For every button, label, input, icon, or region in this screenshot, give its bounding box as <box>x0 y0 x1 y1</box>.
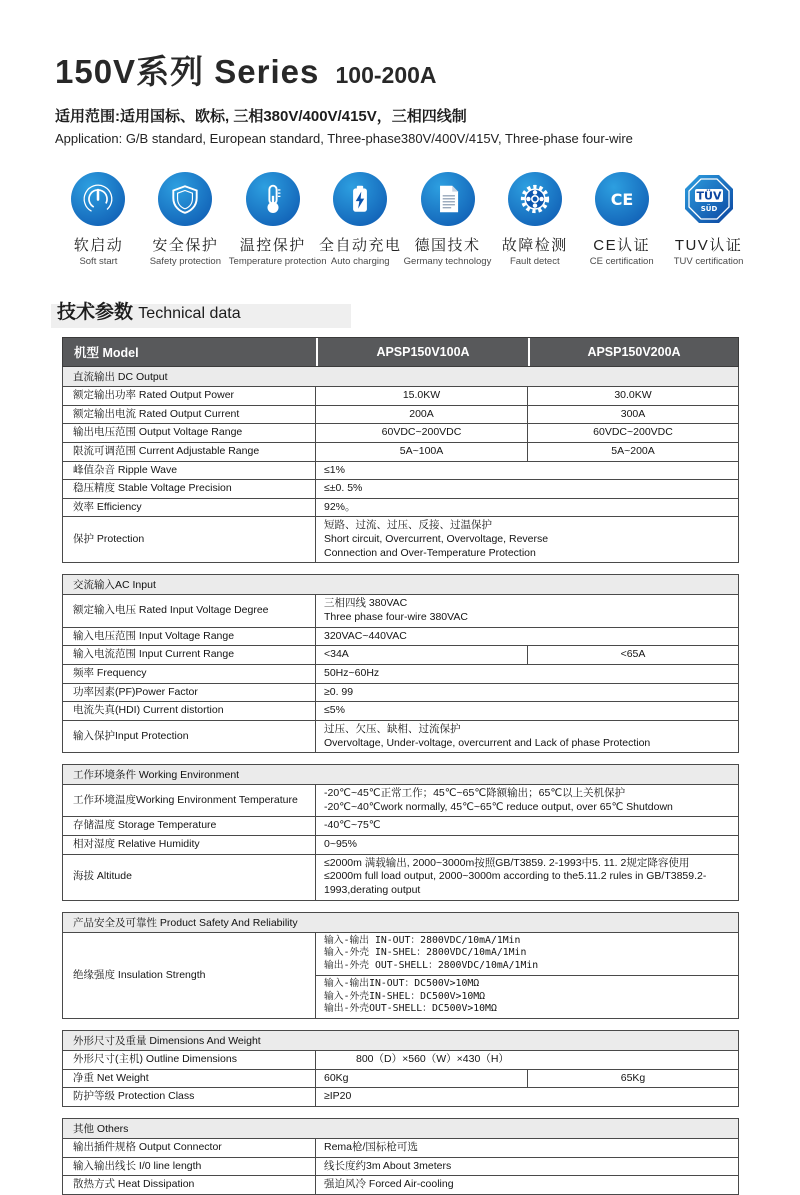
spec-value: 200A <box>315 406 527 424</box>
spec-row <box>63 702 738 721</box>
spec-value: 800（D）×560（W）×430（H） <box>315 1051 738 1069</box>
spec-value: 线长度约3m About 3meters <box>315 1158 738 1176</box>
spec-block <box>62 574 739 753</box>
spec-row <box>63 855 738 900</box>
spec-row <box>63 721 738 752</box>
spec-block <box>62 1030 739 1107</box>
spec-label: 保护 Protection <box>73 533 145 546</box>
spec-value: -40℃~75℃ <box>315 817 738 835</box>
document-icon <box>421 172 475 226</box>
model-column-header-1: APSP150V100A <box>316 338 528 366</box>
feature-label-zh: TUV认证 <box>674 237 743 254</box>
application-subtitle-en: Application: G/B standard, European standard, Three-phase380V/400V/415V, Three-phase four-wire <box>55 131 633 146</box>
feature-document <box>404 172 492 267</box>
spec-label: 海拔 Altitude <box>73 870 132 883</box>
spec-label: 输入电压范围 Input Voltage Range <box>73 629 235 642</box>
spec-value: ≥IP20 <box>315 1088 738 1106</box>
feature-label-zh: 全自动充电 <box>318 237 402 254</box>
spec-value: 65Kg <box>527 1070 738 1088</box>
page-title-main: 150V系列 Series <box>55 53 320 90</box>
spec-blocks <box>62 367 739 1195</box>
spec-label: 输出电压范围 Output Voltage Range <box>73 426 243 439</box>
spec-label: 输出插件规格 Output Connector <box>73 1140 222 1153</box>
spec-value: 短路、过流、过压、反接、过温保护 Short circuit, Overcurrent, Overvoltage, Reverse Connection and Over-Temperature Protection <box>315 517 738 562</box>
page-title <box>55 46 752 93</box>
feature-tuv-badge <box>665 172 752 267</box>
spec-row <box>63 1070 738 1089</box>
section-header-row: 交流输入AC Input <box>63 575 738 595</box>
spec-label: 防护等级 Protection Class <box>73 1090 195 1103</box>
spec-value: 92%。 <box>315 499 738 517</box>
spec-label: 稳压精度 Stable Voltage Precision <box>73 482 232 495</box>
spec-label: 存储温度 Storage Temperature <box>73 819 217 832</box>
spec-label: 限流可调范围 Current Adjustable Range <box>73 444 260 457</box>
spec-label: 相对湿度 Relative Humidity <box>73 838 200 851</box>
spec-label: 工作环境温度Working Environment Temperature <box>73 793 298 806</box>
spec-value: ≤2000m 满载输出, 2000~3000m按照GB/T3859. 2-1993中5. 11. 2规定降容使用 ≤2000m full load output, 2000~3000m according to the5.11.2 rules in GB/T3859.2- 1993,derating output <box>315 855 738 900</box>
spec-value: 三相四线 380VAC Three phase four-wire 380VAC <box>315 595 738 626</box>
spec-label: 电流失真(HDI) Current distortion <box>73 704 224 717</box>
spec-value: 60Kg <box>315 1070 527 1088</box>
spec-row <box>63 387 738 406</box>
model-header-label: 机型 Model <box>74 346 139 360</box>
section-header-row: 外形尺寸及重量 Dimensions And Weight <box>63 1031 738 1051</box>
spec-label: 峰值杂音 Ripple Wave <box>73 463 178 476</box>
spec-value: 0~95% <box>315 836 738 854</box>
spec-row <box>63 462 738 481</box>
section-header-row: 其他 Others <box>63 1119 738 1139</box>
thermometer-icon <box>246 172 300 226</box>
spec-value: 60VDC~200VDC <box>527 424 738 442</box>
shield-icon <box>158 172 212 226</box>
spec-value: 15.0KW <box>315 387 527 405</box>
feature-label-zh: 软启动 <box>73 237 124 254</box>
feature-label-en: Germany technology <box>403 256 492 267</box>
feature-ce-mark <box>578 172 665 267</box>
spec-row <box>63 480 738 499</box>
technical-data-heading-zh: 技术参数 <box>57 302 134 323</box>
feature-power <box>55 172 142 267</box>
spec-value: 5A~200A <box>527 443 738 461</box>
spec-value: ≥0. 99 <box>315 684 738 702</box>
gear-icon <box>508 172 562 226</box>
feature-gear <box>491 172 578 267</box>
spec-label: 效率 Efficiency <box>73 500 142 513</box>
section-header-row: 工作环境条件 Working Environment <box>63 765 738 785</box>
spec-row <box>63 646 738 665</box>
spec-label: 输入输出线长 I/0 line length <box>73 1159 202 1172</box>
spec-label: 额定输出电流 Rated Output Current <box>73 407 240 420</box>
spec-label: 净重 Net Weight <box>73 1071 149 1084</box>
feature-label-zh: 故障检测 <box>501 237 568 254</box>
feature-label-en: CE certification <box>589 256 654 267</box>
section-header-row: 直流输出 DC Output <box>63 367 738 387</box>
spec-row <box>63 406 738 425</box>
spec-row <box>63 785 738 817</box>
spec-value: -20℃~45℃正常工作；45℃~65℃降额输出；65℃以上关机保护 -20℃~40℃work normally, 45℃~65℃ reduce output, over 65℃ Shutdown <box>315 785 738 816</box>
section-header-row: 产品安全及可靠性 Product Safety And Reliability <box>63 913 738 933</box>
spec-row <box>63 443 738 462</box>
spec-row <box>63 1088 738 1106</box>
spec-value: 强迫风冷 Forced Air-cooling <box>315 1176 738 1194</box>
feature-label-en: Auto charging <box>330 256 390 267</box>
spec-table <box>62 337 739 1195</box>
feature-label-zh: CE认证 <box>593 237 651 254</box>
spec-label: 频率 Frequency <box>73 666 147 679</box>
feature-label-en: Temperature protection <box>228 256 327 267</box>
spec-label: 额定输入电压 Rated Input Voltage Degree <box>73 604 269 617</box>
spec-label: 额定输出功率 Rated Output Power <box>73 389 235 401</box>
spec-value-group: 输入-输出IN-OUT：DC500V>10MΩ 输入-外壳IN-SHEL：DC500V>10MΩ 输出-外壳OUT-SHELL：DC500V>10MΩ <box>316 975 738 1018</box>
spec-row <box>63 595 738 627</box>
spec-value: Rema枪/国标枪可选 <box>315 1139 738 1157</box>
spec-row <box>63 1139 738 1158</box>
spec-row <box>63 665 738 684</box>
feature-label-en: Safety protection <box>149 256 221 267</box>
feature-label-zh: 德国技术 <box>414 237 481 254</box>
spec-value: 50Hz~60Hz <box>315 665 738 683</box>
technical-data-heading <box>57 297 752 324</box>
feature-label-en: Soft start <box>79 256 118 267</box>
technical-data-heading-en: Technical data <box>138 305 241 322</box>
spec-row <box>63 836 738 855</box>
spec-label: 外形尺寸(主机) Outline Dimensions <box>73 1053 237 1066</box>
spec-block <box>62 912 739 1019</box>
model-column-header-2: APSP150V200A <box>528 338 738 366</box>
spec-row <box>63 499 738 518</box>
ce-mark-icon <box>595 172 649 226</box>
spec-value: ≤5% <box>315 702 738 720</box>
spec-value: 300A <box>527 406 738 424</box>
application-subtitle-zh: 适用范围:适用国标、欧标, 三相380V/400V/415V，三相四线制 <box>55 108 467 125</box>
feature-label-en: Fault detect <box>509 256 560 267</box>
svg-text:CE: CE <box>610 189 633 209</box>
feature-thermometer <box>228 172 327 267</box>
spec-row <box>63 628 738 647</box>
spec-value: ≤±0. 5% <box>315 480 738 498</box>
spec-row <box>63 1176 738 1194</box>
spec-block <box>62 367 739 563</box>
spec-value: 5A~100A <box>315 443 527 461</box>
spec-value: 30.0KW <box>527 387 738 405</box>
spec-label: 散热方式 Heat Dissipation <box>73 1178 195 1191</box>
svg-text:SÜD: SÜD <box>700 205 717 213</box>
spec-value: 60VDC~200VDC <box>315 424 527 442</box>
spec-label: 功率因素(PF)Power Factor <box>73 685 198 698</box>
svg-text:TÜV: TÜV <box>696 189 722 203</box>
feature-label-zh: 温控保护 <box>239 237 306 254</box>
feature-strip <box>55 172 752 267</box>
page-title-range: 100-200A <box>335 62 437 88</box>
battery-charging-icon <box>333 172 387 226</box>
spec-row <box>63 933 738 1018</box>
spec-value: 320VAC~440VAC <box>315 628 738 646</box>
spec-row <box>63 684 738 703</box>
tuv-badge-icon <box>682 172 736 226</box>
spec-label: 输入保护Input Protection <box>73 729 189 742</box>
spec-value-group: 输入-输出 IN-OUT：2800VDC/10mA/1Min 输入-外壳 IN-SHEL：2800VDC/10mA/1Min 输出-外壳 OUT-SHELL：2800VDC/10mA/1Min <box>324 934 539 972</box>
spec-value <box>315 933 738 1018</box>
spec-value: ≤1% <box>315 462 738 480</box>
feature-shield <box>142 172 229 267</box>
spec-block <box>62 1118 739 1195</box>
spec-label: 输入电流范围 Input Current Range <box>73 648 235 661</box>
spec-value: <65A <box>527 646 738 664</box>
spec-label: 绝缘强度 Insulation Strength <box>73 968 206 981</box>
power-icon <box>71 172 125 226</box>
spec-row <box>63 517 738 562</box>
feature-label-zh: 安全保护 <box>152 237 219 254</box>
spec-row <box>63 1158 738 1177</box>
feature-label-en: TUV certification <box>673 256 744 267</box>
spec-row <box>63 1051 738 1070</box>
spec-value: <34A <box>315 646 527 664</box>
spec-row <box>63 817 738 836</box>
spec-block <box>62 764 739 900</box>
spec-value: 过压、欠压、缺相、过流保护 Overvoltage, Under-voltage, overcurrent and Lack of phase Protection <box>315 721 738 752</box>
feature-battery-charging <box>317 172 404 267</box>
model-header-row <box>62 337 739 367</box>
spec-row <box>63 424 738 443</box>
